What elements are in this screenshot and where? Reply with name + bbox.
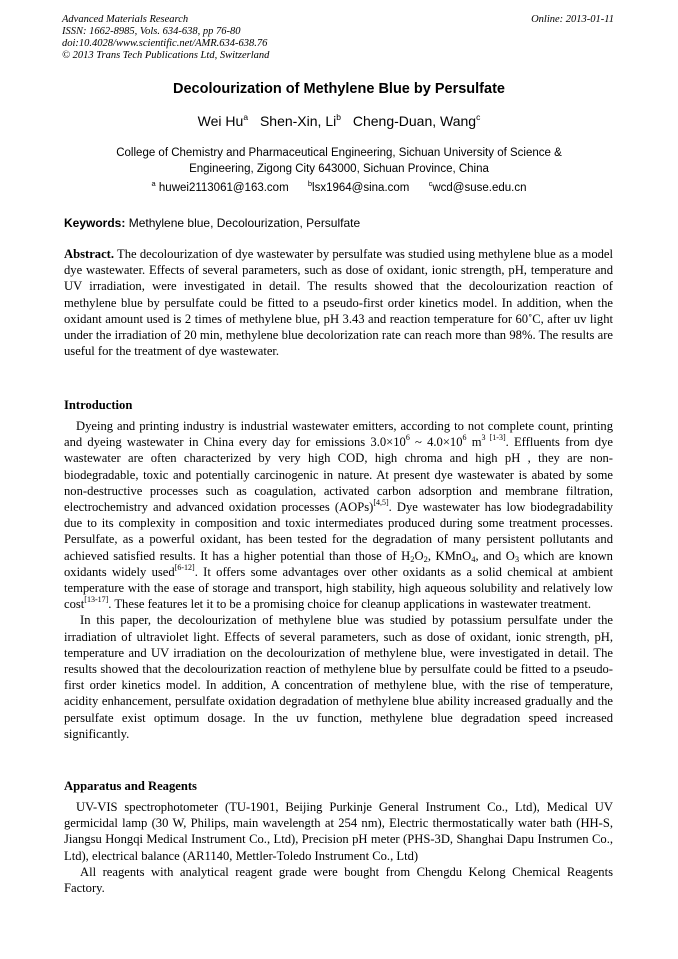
apparatus-paragraph: All reagents with analytical reagent grade were bought from Chengdu Kelong Chemical Reagents Factory. (64, 864, 613, 896)
affiliation-line: College of Chemistry and Pharmaceutical Engineering, Sichuan University of Science & (116, 147, 562, 159)
keywords-text: Methylene blue, Decolourization, Persulfate (128, 216, 361, 230)
author-emails (0, 181, 678, 196)
author-list (0, 112, 678, 130)
journal-header (62, 14, 269, 62)
journal-copyright: © 2013 Trans Tech Publications Ltd, Switzerland (62, 50, 270, 61)
paper-title: Decolourization of Methylene Blue by Persulfate (173, 81, 505, 97)
abstract (64, 246, 613, 359)
affiliation (64, 146, 614, 177)
email: $^b$lsx1964@sina.com (307, 179, 410, 194)
apparatus-paragraph: UV-VIS spectrophotometer (TU-1901, Beijing Purkinje General Instrument Co., Ltd), Medical UV germicidal lamp (30 W, Philips, main wavelength at 254 nm), Electric thermostatically water bath (HH-S, Jiangsu Hongqi Medical Instrument Co., Ltd), Precision pH meter (PHS-3D, Shanghai Dapu Instrumen Co., Ltd), electrical balance (AR1140, Mettler-Toledo Instrument Co., Ltd) (64, 800, 613, 863)
apparatus-body (64, 799, 613, 896)
author: Wei Hu$^a$ (197, 112, 249, 129)
introduction-paragraph: In this paper, the decolourization of methylene blue was studied by potassium persulfate under the irradiation of ultraviolet light. Effects of several parameters, such as dose of oxidant, ionic strength, pH, temperature and UV irradiation on the decolourization of methylene blue, were investigated in detail. The results showed that the decolourization reaction of methylene blue by persulfate could be fitted to a pseudo-first order kinetics model. In addition, A concentration of methylene blue, with the rise of temperature, acidity enhancement, persulfate oxidation degradation of methylene blue ability increased gradually and the persulfate exist optimum dosage. In the uv function, methylene blue degradation speed increased significantly. (64, 613, 613, 741)
section-heading-apparatus: Apparatus and Reagents (64, 779, 197, 793)
online-date: Online: 2013-01-11 (531, 14, 614, 25)
author: Cheng-Duan, Wang$^c$ (352, 112, 481, 129)
email: $^c$wcd@suse.edu.cn (428, 179, 527, 194)
journal-name: Advanced Materials Research (62, 14, 189, 25)
author: Shen-Xin, Li$^b$ (259, 112, 341, 129)
journal-issn: ISSN: 1662-8985, Vols. 634-638, pp 76-80 (62, 26, 241, 37)
introduction-paragraph: Dyeing and printing industry is industrial wastewater emitters, according to not complete count, printing and dyeing wastewater in China every day for emissions $3.0\times 10^6$ ~ $4.0\times 10^6$ $m^{3 [1-3]}$. Effluents from dye wastewater are often characterized by very high COD, high chroma and high pH , they are non-biodegradable, toxic and potentially carcinogenic in nature. At present dye wastewater is abated by some non-destructive processes such as coagulation, activated carbon adsorption and membrane filtration, electrochemistry and advanced oxidation processes (AOPs)[4,5]. Dye wastewater has low biodegradability due to its complexity in composition and toxic intermediates produced during some treatment processes. Persulfate, as a powerful oxidant, has been tested for the degradation of many persistent pollutants and achieved satisfied results. It has a higher potential than those of $H_2O_2$, KMnO$_4$, and $O_3$ which are known oxidants widely used[6-12]. It offers some advantages over other oxidants as a solid chemical at ambient temperature with the ease of storage and transport, high stability, high aqueous solubility and relatively low cost[13-17]. These features let it to be a promising choice for cleanup applications in wastewater treatment. (64, 419, 613, 612)
journal-doi: doi:10.4028/www.scientific.net/AMR.634-638.76 (62, 38, 268, 49)
section-heading-introduction: Introduction (64, 398, 133, 412)
keywords-label: Keywords: (64, 216, 126, 230)
abstract-label: Abstract. (64, 247, 115, 261)
introduction-body (64, 418, 613, 742)
keywords (64, 216, 616, 231)
email: $^a$ huwei2113061@163.com (151, 179, 289, 194)
affiliation-line: Engineering, Zigong City 643000, Sichuan Province, China (189, 162, 489, 175)
abstract-text: The decolourization of dye wastewater by persulfate was studied using methylene blue as a model dye wastewater. Effects of several parameters, such as dose of oxidant, ionic strength, pH, temperature and UV irradiation, were investigated in detail. The results showed that the decolourization reaction of methylene blue by persulfate could be fitted to a pseudo-first order kinetics model. In addition, when the oxidant amount used is 2 times of methylene blue, pH 3.43 and reaction temperature for 60˚C, after uv light under the irradiation of 20 min, methylene blue decolorization rate can reach more than 98%. The results are useful for the treatment of dye wastewater. (64, 247, 614, 359)
